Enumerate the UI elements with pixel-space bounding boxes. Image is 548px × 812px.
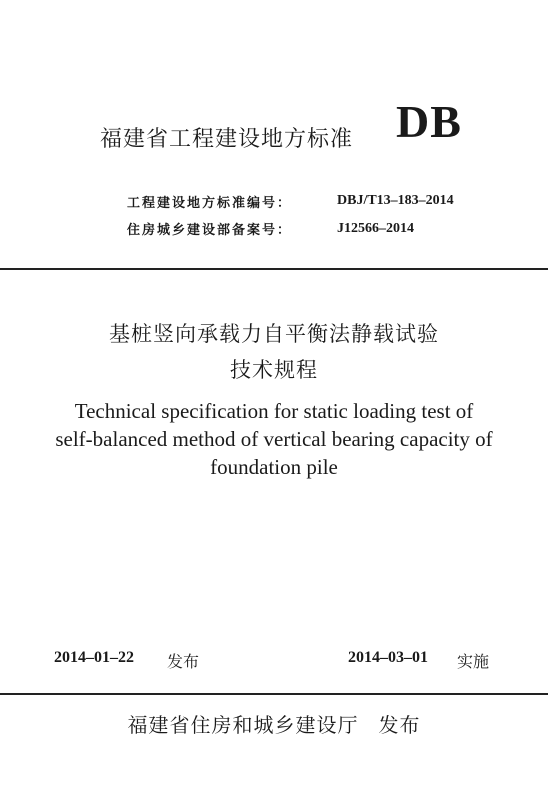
standard-number-label: 工程建设地方标准编号： [127,196,293,211]
english-title-line-3: foundation pile [210,455,338,479]
publisher-line [0,709,548,738]
chinese-title-line-2: 技术规程 [230,358,318,382]
implementation-date: 2014–03–01 [348,649,428,666]
english-title-line-1: Technical specification for static loading test of [74,399,474,423]
standard-category-title: 福建省工程建设地方标准 [100,127,354,152]
top-divider [0,268,548,270]
english-title-line-2: self-balanced method of vertical bearing capacity of [55,427,493,451]
record-number-value: J12566–2014 [337,221,414,236]
publisher-word: 发布 [378,713,421,737]
db-mark: DB [396,96,462,147]
record-number-label: 住房城乡建设部备案号： [127,223,293,238]
standard-number-value: DBJ/T13–183–2014 [337,193,454,208]
publisher-name: 福建省住房和城乡建设厅 [127,713,359,737]
issue-date: 2014–01–22 [54,649,134,666]
chinese-title-line-1: 基桩竖向承载力自平衡法静载试验 [109,322,439,346]
bottom-divider [0,693,548,695]
issue-label: 发布 [167,652,200,671]
implementation-label: 实施 [457,652,490,671]
